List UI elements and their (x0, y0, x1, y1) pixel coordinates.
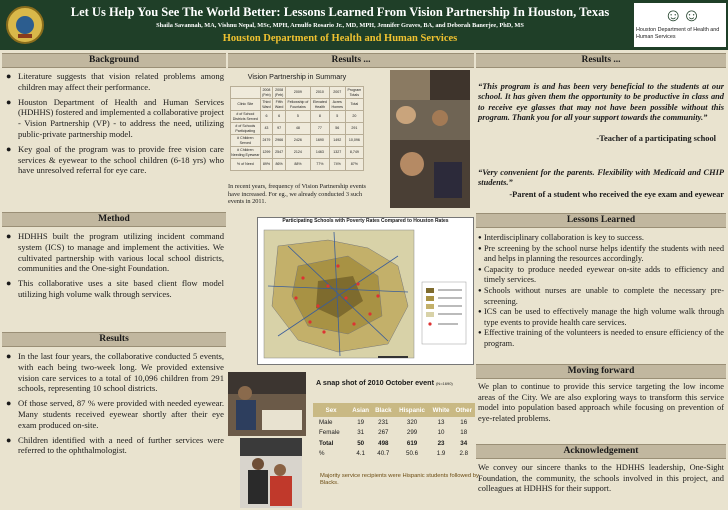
summary-table (230, 86, 364, 171)
table-header: Black (372, 403, 394, 417)
summary-table-title: Vision Partnership in Summary (247, 72, 347, 81)
results-list (4, 351, 224, 460)
method-heading: Method (2, 212, 226, 227)
table-row: % 4.1 40.7 50.6 1.9 2.8 (319, 450, 469, 458)
list-item: ● Capacity to produce needed eyewear on-site adds to efficiency and timely services. (478, 264, 724, 285)
table-cell: Acres Homes (329, 99, 345, 111)
lessons-heading: Lessons Learned (476, 213, 726, 228)
table-row: % of Need 89% 86% 88% 77% 74% 87% (231, 159, 364, 171)
bullet-icon: ● (478, 309, 482, 316)
bullet-icon: ● (6, 398, 12, 409)
method-list (4, 231, 224, 304)
bullet-icon: ● (478, 266, 482, 273)
list-item: ● Schools without nurses are unable to complete the necessary pre-screening. (478, 285, 724, 306)
table-header: Other (453, 403, 476, 417)
table-header: Asian (349, 403, 372, 417)
bullet-icon: ● (478, 287, 482, 294)
table-cell: Fellowship of Fountains (285, 99, 310, 111)
background-list (4, 71, 224, 180)
list-item: ● Key goal of the program was to provide free vision care services & eyewear to the school children (6-18 yrs) who have unresolved referral for eye care. (6, 143, 224, 176)
event-photo-1 (228, 372, 306, 436)
snapshot-title: A snap shot of 2010 October event (N=1690) (316, 378, 453, 387)
results-mid-heading: Results ... (228, 53, 474, 68)
table-header: Sex (313, 403, 349, 417)
city-seal-icon (6, 6, 44, 44)
table-cell: Elevated Health (310, 99, 329, 111)
background-heading: Background (2, 53, 226, 68)
list-item: ● Pre screening by the school nurse helps identify the students with need and helps in planning the resources accordingly. (478, 243, 724, 264)
bullet-icon: ● (6, 96, 12, 107)
list-item: ● HDHHS built the program utilizing incident command system (ICS) to manage and implement the activities. We cultivated partnership with various local school districts, communities and the One-sight Foundation. (6, 231, 224, 274)
bullet-icon: ● (6, 434, 12, 445)
teacher-attribution: -Teacher of a participating school (596, 134, 716, 143)
table-cell: Clinic Site (231, 99, 261, 111)
table-row: # Children Served 2479 2966 2426 1690 1492 10,096 (231, 135, 364, 147)
poster-header (0, 0, 728, 50)
list-item: ● Children identified with a need of further services were referred to the ophthalmologist. (6, 434, 224, 456)
department-name: Houston Department of Health and Human Services (222, 33, 458, 44)
map-title: Participating Schools with Poverty Rates Compared to Houston Rates (282, 218, 449, 224)
hdhhs-logo (634, 3, 726, 47)
family-icon: ☺☺ (664, 5, 701, 25)
bullet-icon: ● (6, 278, 12, 289)
parent-attribution: -Parent of a student who received the eye exam and eyewear (509, 190, 724, 199)
table-row: Total 50 498 619 23 34 (319, 439, 468, 447)
snapshot-table (313, 403, 475, 459)
table-header: White (430, 403, 453, 417)
list-item: ● Houston Department of Health and Human Services (HDHHS) fostered and implemented a collaborative project - Vision Partnership (VP) - to address the need, utilizing public-private partnership model. (6, 96, 224, 139)
results-heading: Results (2, 332, 226, 347)
parent-quote: “Very convenient for the parents. Flexibility with Medicaid and CHIP students.” (478, 168, 724, 188)
bullet-icon: ● (478, 245, 482, 252)
event-photo-2 (240, 438, 302, 508)
table-cell: Total (345, 99, 363, 111)
table-row: Female 31 267 299 10 18 (319, 429, 468, 437)
bullet-icon: ● (6, 231, 12, 241)
table-row: # Children Needing Eyewear 1299 2547 2124 1463 1327 8,749 (231, 147, 364, 159)
list-item: ● ICS can be used to effectively manage the high volume walk through type events to provide health care services. (478, 307, 724, 327)
lessons-list (478, 233, 724, 350)
table-header: Hispanic (395, 403, 430, 417)
list-item: ● Interdisciplinary collaboration is key to success. (478, 233, 644, 242)
results-right-heading: Results ... (476, 53, 726, 68)
acknowledgement-heading: Acknowledgement (476, 444, 726, 459)
list-item: ● This collaborative uses a site based client flow model utilizing high volume walk through services. (6, 278, 224, 299)
acknowledgement-text: We convey our sincere thanks to the HDHHS leadership, One-Sight Foundation, the community, the schools involved in this project, and colleagues at HDHHS for their support. (478, 463, 724, 494)
table-cell: 2008 (Feb) (260, 87, 273, 99)
bullet-icon: ● (478, 330, 482, 337)
table-cell: 2008 (Feb) (273, 87, 286, 99)
moving-forward-text: We plan to continue to provide this service targeting the low income areas of the City. We are also exploring ways to transform this service model into population based approach while focusing on prevention of eye-related problems. (478, 382, 724, 423)
logo-text: Houston Department of Health and Human Services (636, 27, 720, 40)
snapshot-note: Majority service recipients were Hispanic students followed by Blacks. (320, 473, 479, 486)
table-row: # of Schools Participating 43 97 48 77 56 291 (231, 123, 364, 135)
list-item: ● In the last four years, the collaborative conducted 5 events, with each being two-week long. We provided extensive vision care services to a total of 10,096 children from 291 schools, representing 10 school districts. (6, 351, 224, 394)
list-item: ● Of those served, 87 % were provided with needed eyewear. Many students received eyewear shortly after their eye exam produced on-site. (6, 398, 224, 430)
poster-title: Let Us Help You See The World Better: Lessons Learned From Vision Partnership In Houston, Texas (70, 5, 610, 19)
moving-forward-heading: Moving forward (476, 364, 726, 379)
event-photo-collage (390, 70, 470, 208)
table-cell: Third Ward (260, 99, 273, 111)
table-row: # of School Districts Served 6 6 5 8 5 20 (231, 111, 364, 123)
table-cell: Fifth Ward (273, 99, 286, 111)
map-graphic (258, 226, 473, 364)
table-cell: 2007 (329, 87, 345, 99)
summary-note: In recent years, frequency of Vision Partnership events have increased. For eg., we already conducted 3 such events in 2011. (228, 183, 366, 205)
list-item: ● Literature suggests that vision related problems among children may affect their performance. (6, 71, 224, 92)
table-cell: 2009 (285, 87, 310, 99)
list-item: ● Effective training of the volunteers is needed to ensure efficiency of the program. (478, 328, 724, 348)
table-cell: Program Totals (345, 87, 363, 99)
table-row: Male 19 231 320 13 16 (319, 418, 468, 426)
table-cell (231, 87, 261, 99)
bullet-icon: ● (6, 143, 12, 154)
bullet-icon: ● (478, 235, 482, 241)
poverty-map (257, 217, 474, 365)
bullet-icon: ● (6, 71, 12, 81)
table-cell: 2010 (310, 87, 329, 99)
authors-line: Shaila Savannah, MA, Vishnu Nepal, MSc, MPH, Arnulfo Rosario Jr., MD, MPH, Jennifer Graves, BA, and Deborah Banerjee, PhD, MS (156, 22, 524, 29)
teacher-quote: “This program is and has been very beneficial to the students at our school. It has given them the opportunity to be productive in class and to receive eye glasses that may not have been possible without this program. Thank you for all your support towards the community.” (478, 82, 724, 122)
bullet-icon: ● (6, 351, 12, 361)
